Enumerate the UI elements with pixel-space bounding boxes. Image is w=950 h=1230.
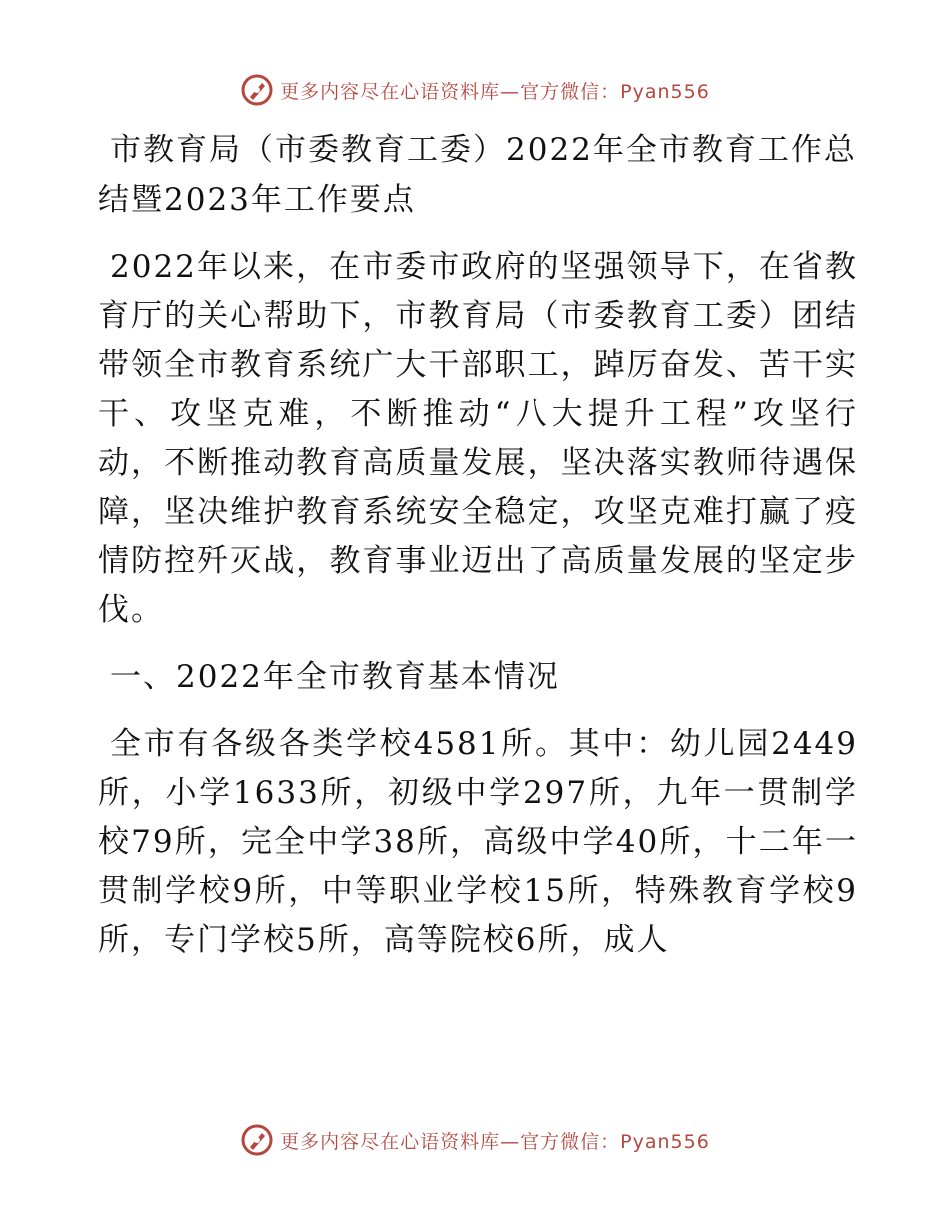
- section-heading: 一、2022年全市教育基本情况: [110, 659, 560, 695]
- school-stats-paragraph: 全市有各级各类学校4581所。其中：幼儿园2449所，小学1633所，初级中学297所，九年一贯制学校79所，完全中学38所，高级中学40所，十二年一贯制学校9所，中等职业学校15所，特殊教育学校9所，专门学校5所，高等院校6所，成人: [98, 726, 858, 958]
- document-body: [98, 125, 858, 983]
- footer-watermark-text: 更多内容尽在心语资料库—官方微信：Pyan556: [280, 1130, 710, 1153]
- document-title: 市教育局（市委教育工委）2022年全市教育工作总结暨2023年工作要点: [98, 132, 857, 218]
- pen-logo-icon: [240, 73, 274, 107]
- header-watermark-text: 更多内容尽在心语资料库—官方微信：Pyan556: [280, 80, 710, 103]
- footer-watermark-banner: [0, 1120, 950, 1160]
- header-watermark-banner: [0, 70, 950, 110]
- pen-logo-icon: [240, 1123, 274, 1157]
- intro-paragraph: 2022年以来，在市委市政府的坚强领导下，在省教育厅的关心帮助下，市教育局（市委教育工委）团结带领全市教育系统广大干部职工，踔厉奋发、苦干实干、攻坚克难，不断推动“八大提升工程”攻坚行动，不断推动教育高质量发展，坚决落实教师待遇保障，坚决维护教育系统安全稳定，攻坚克难打赢了疫情防控歼灭战，教育事业迈出了高质量发展的坚定步伐。: [98, 249, 858, 628]
